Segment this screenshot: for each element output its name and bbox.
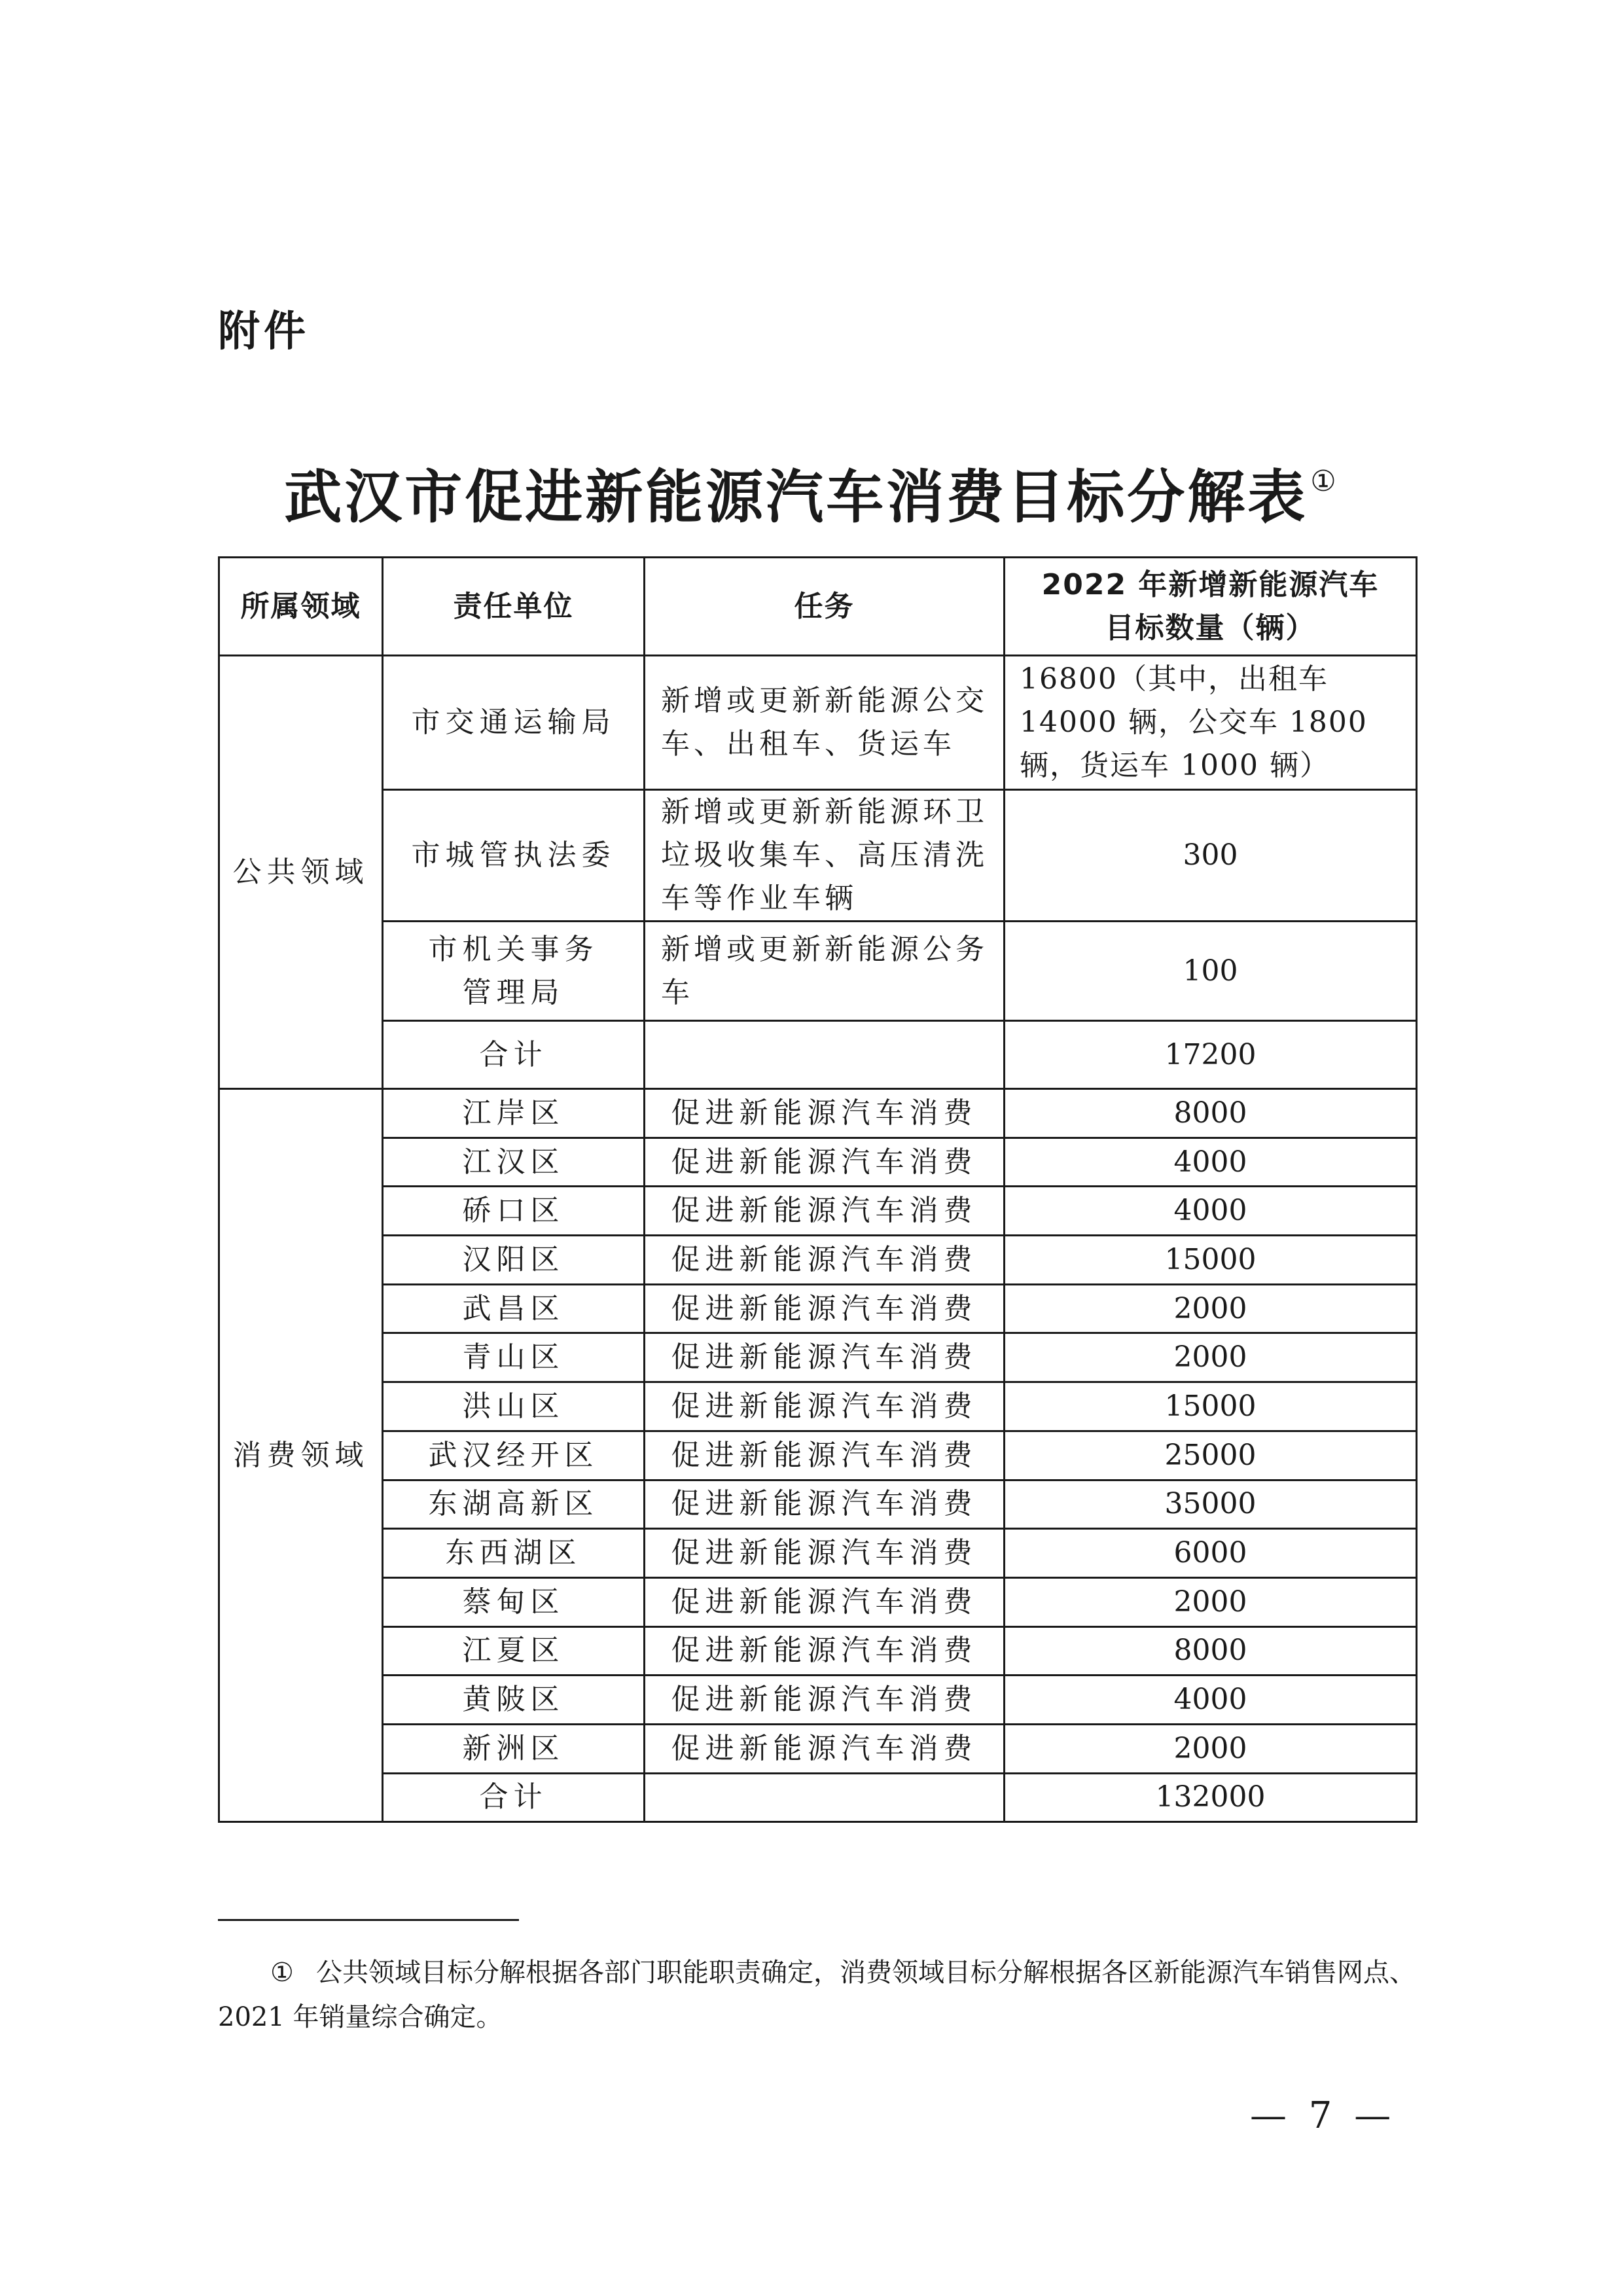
task-cell: 促进新能源汽车消费 [645,1529,1005,1578]
task-cell: 新增或更新新能源环卫垃圾收集车、高压清洗车等作业车辆 [645,790,1005,922]
unit-cell: 东西湖区 [383,1529,645,1578]
unit-cell: 蔡甸区 [383,1577,645,1626]
footnote [218,1950,1416,2039]
task-cell: 促进新能源汽车消费 [645,1089,1005,1138]
table-row [219,1626,1417,1676]
unit-cell: 武昌区 [383,1284,645,1333]
total-task [645,1773,1005,1822]
task-cell: 促进新能源汽车消费 [645,1187,1005,1236]
table-row [219,1333,1417,1382]
table-row [219,790,1417,922]
footnote-divider [218,1919,519,1921]
task-cell: 促进新能源汽车消费 [645,1480,1005,1529]
table-row [219,1382,1417,1431]
task-cell: 促进新能源汽车消费 [645,1138,1005,1187]
unit-cell: 市交通运输局 [383,656,645,790]
task-cell: 促进新能源汽车消费 [645,1724,1005,1773]
target-cell: 4000 [1005,1187,1417,1236]
task-cell: 促进新能源汽车消费 [645,1284,1005,1333]
target-cell: 15000 [1005,1382,1417,1431]
domain-cell-public: 公共领域 [219,656,383,1089]
title-footnote-mark: ① [1310,465,1339,498]
header-unit: 责任单位 [383,558,645,656]
task-cell: 促进新能源汽车消费 [645,1333,1005,1382]
task-cell: 促进新能源汽车消费 [645,1382,1005,1431]
target-cell: 100 [1005,922,1417,1021]
table-row [219,1724,1417,1773]
table-row [219,656,1417,790]
total-label: 合计 [383,1773,645,1822]
header-task: 任务 [645,558,1005,656]
header-target: 2022 年新增新能源汽车目标数量（辆） [1005,558,1417,656]
table-header-row [219,558,1417,656]
footnote-mark: ① [270,1958,294,1988]
page-title [0,452,1623,534]
page-number: — 7 — [1250,2094,1397,2137]
unit-cell: 黄陂区 [383,1676,645,1725]
unit-cell: 江夏区 [383,1626,645,1676]
unit-cell: 江汉区 [383,1138,645,1187]
target-cell: 35000 [1005,1480,1417,1529]
footnote-text: 公共领域目标分解根据各部门职能职责确定，消费领域目标分解根据各区新能源汽车销售网点、2021 年销量综合确定。 [218,1958,1416,2032]
target-cell: 8000 [1005,1089,1417,1138]
domain-cell-consumer: 消费领域 [219,1089,383,1822]
target-cell: 2000 [1005,1724,1417,1773]
title-text: 武汉市促进新能源汽车消费目标分解表 [284,463,1308,531]
table-row [219,1480,1417,1529]
unit-cell: 青山区 [383,1333,645,1382]
total-value: 132000 [1005,1773,1417,1822]
attachment-label: 附件 [218,308,310,356]
table-row [219,1138,1417,1187]
unit-cell: 武汉经开区 [383,1431,645,1480]
task-cell: 新增或更新新能源公务车 [645,922,1005,1021]
unit-cell: 新洲区 [383,1724,645,1773]
task-cell: 促进新能源汽车消费 [645,1626,1005,1676]
table-row [219,1187,1417,1236]
target-cell: 2000 [1005,1284,1417,1333]
task-cell: 新增或更新新能源公交车、出租车、货运车 [645,656,1005,790]
target-cell: 8000 [1005,1626,1417,1676]
task-cell: 促进新能源汽车消费 [645,1577,1005,1626]
target-cell: 15000 [1005,1236,1417,1285]
target-cell: 2000 [1005,1333,1417,1382]
target-cell: 2000 [1005,1577,1417,1626]
subtotal-value: 17200 [1005,1021,1417,1089]
target-cell: 6000 [1005,1529,1417,1578]
target-cell: 300 [1005,790,1417,922]
header-domain: 所属领域 [219,558,383,656]
unit-cell: 市城管执法委 [383,790,645,922]
table-total-row [219,1773,1417,1822]
task-cell: 促进新能源汽车消费 [645,1431,1005,1480]
task-cell: 促进新能源汽车消费 [645,1236,1005,1285]
unit-cell: 硚口区 [383,1187,645,1236]
table-row [219,1676,1417,1725]
target-cell: 4000 [1005,1138,1417,1187]
target-cell: 16800（其中，出租车14000 辆，公交车 1800 辆，货运车 1000 辆） [1005,656,1417,790]
subtotal-label: 合计 [383,1021,645,1089]
table-row [219,1431,1417,1480]
table-row [219,922,1417,1021]
unit-cell: 市机关事务管理局 [383,922,645,1021]
unit-cell: 江岸区 [383,1089,645,1138]
table-row [219,1284,1417,1333]
task-cell: 促进新能源汽车消费 [645,1676,1005,1725]
table-row [219,1577,1417,1626]
unit-cell: 洪山区 [383,1382,645,1431]
table-row [219,1529,1417,1578]
subtotal-task [645,1021,1005,1089]
unit-cell: 汉阳区 [383,1236,645,1285]
target-cell: 4000 [1005,1676,1417,1725]
table-subtotal-row [219,1021,1417,1089]
target-breakdown-table [218,556,1418,1823]
target-cell: 25000 [1005,1431,1417,1480]
unit-cell: 东湖高新区 [383,1480,645,1529]
table-row [219,1236,1417,1285]
table-row [219,1089,1417,1138]
